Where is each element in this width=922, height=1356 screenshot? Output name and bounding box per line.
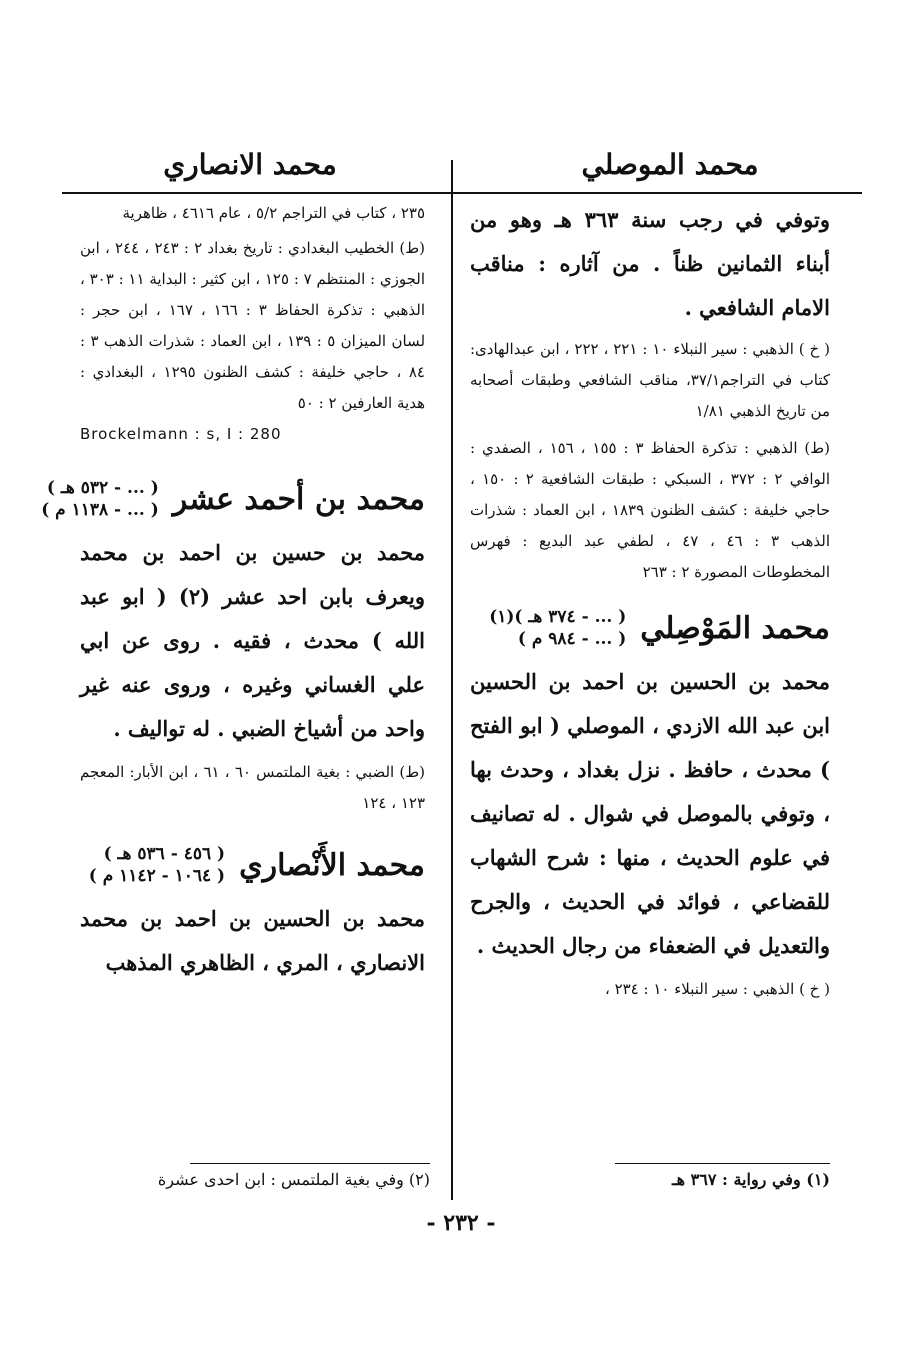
left-continued-text: ٢٣٥ ، كتاب في التراجم ٥/٢ ، عام ٤٦١٦ ، ظاهرية xyxy=(122,204,425,222)
entry-name: محمد الأَنْصاري xyxy=(239,847,425,883)
left-column xyxy=(41,198,426,985)
entry-dates-hijri: ( ٤٥٦ - ٥٣٦ هـ ) xyxy=(103,844,226,864)
right-source-t: (ط) الذهبي : تذكرة الحفاظ ٣ : ١٥٥ ، ١٥٦ ، الصفدي : الوافي ٢ : ٣٧٢ ، السبكي : طبقات الشافعية ٢ : ١٥٠ ، حاجي خليفة : كشف الظنون ١٨٣٩ ، ابن العماد : شذرات الذهب ٣ : ٤٦ ، ٤٧ ، لطفي عبد البديع : فهرس المخطوطات المصورة ٢ : ٢٦٣ xyxy=(470,439,831,581)
entry-source: ( خ ) الذهبي : سير النبلاء ١٠ : ٢٣٤ ، xyxy=(604,980,830,998)
entry-name: محمد بن أحمد عشر xyxy=(172,481,425,517)
entry-body: محمد بن الحسين بن احمد بن الحسين ابن عبد الله الازدي ، الموصلي ( ابو الفتح ) محدث ، حافظ . نزل بغداد ، وحدث بها ، وتوفي بالموصل في شوال . له تصانيف في علوم الحديث ، منها : شرح الشهاب للقضاعي ، فوائد في الحديث ، والجرح والتعديل في الضعفاء من رجال الحديث . xyxy=(470,669,830,958)
entry-dates-gregorian: ( ١٠٦٤ - ١١٤٢ م ) xyxy=(88,866,226,886)
page-number: - ٢٣٢ - xyxy=(426,1210,496,1236)
right-column xyxy=(470,198,830,1005)
footnote-right: (١) وفي رواية : ٣٦٧ هـ xyxy=(671,1170,830,1189)
entry-name: محمد المَوْصِلي xyxy=(640,610,830,646)
footnote-rule-left xyxy=(190,1163,430,1164)
entry-heading-ahad-ashar xyxy=(41,477,425,521)
entry-source: (ط) الضبي : بغية الملتمس ٦٠ ، ٦١ ، ابن الأبار: المعجم ١٢٣ ، ١٢٤ xyxy=(80,763,425,812)
entry-dates-hijri: ( ... - ٥٣٢ هـ ) xyxy=(46,478,159,498)
entry-dates-gregorian: ( ... - ١١٣٨ م ) xyxy=(41,500,159,520)
entry-heading-ansari xyxy=(80,843,425,887)
right-intro-text: وتوفي في رجب سنة ٣٦٣ هـ وهو من أبناء الثمانين ظناً . من آثاره : مناقب الامام الشافعي . xyxy=(470,207,830,320)
entry-dates xyxy=(489,606,626,650)
entry-dates xyxy=(89,843,225,887)
column-divider xyxy=(451,160,453,1200)
entry-dates xyxy=(41,477,159,521)
entry-dates-hijri: ( ... - ٣٧٤ هـ )(١) xyxy=(489,607,627,627)
entry-body: محمد بن حسين بن احمد بن محمد ويعرف بابن احد عشر (٢) ( ابو عبد الله ) محدث ، فقيه . روى عن ابي علي الغساني وغيره ، وروى عنه غير واحد من أشياخ الضبي . له تواليف . xyxy=(80,540,425,741)
entry-body: محمد بن الحسين بن احمد بن محمد الانصاري ، المري ، الظاهري المذهب xyxy=(80,906,425,975)
right-source-kh: ( خ ) الذهبي : سير النبلاء ١٠ : ٢٢١ ، ٢٢٢ ، ابن عبدالهادى: كتاب في التراجم٣٧/١، مناقب الشافعي وطبقات أصحابه من تاريخ الذهبي ١/٨١ xyxy=(470,340,831,420)
footnote-left: (٢) وفي بغية الملتمس : ابن احدى عشرة xyxy=(157,1170,430,1189)
entry-heading-mawsili xyxy=(470,606,830,650)
latin-reference: Brockelmann : s, I : 280 xyxy=(80,425,282,443)
header-title-left: محمد الانصاري xyxy=(163,148,337,181)
header-title-right: محمد الموصلي xyxy=(581,148,759,181)
entry-dates-gregorian: ( ... - ٩٨٤ م ) xyxy=(517,629,627,649)
header-rule xyxy=(62,192,862,194)
footnote-rule-right xyxy=(615,1163,830,1164)
left-source-t: (ط) الخطيب البغدادي : تاريخ بغداد ٢ : ٢٤٣ ، ٢٤٤ ، ابن الجوزي : المنتظم ٧ : ١٢٥ ، ابن كثير : البداية ١١ : ٣٠٣ ، الذهبي : تذكرة الحفاظ ٣ : ١٦٦ ، ١٦٧ ، ابن حجر : لسان الميزان ٥ : ١٣٩ ، ابن العماد : شذرات الذهب ٣ : ٨٤ ، حاجي خليفة : كشف الظنون ١٢٩٥ ، البغدادي : هدية العارفين ٢ : ٥٠ xyxy=(80,239,426,412)
